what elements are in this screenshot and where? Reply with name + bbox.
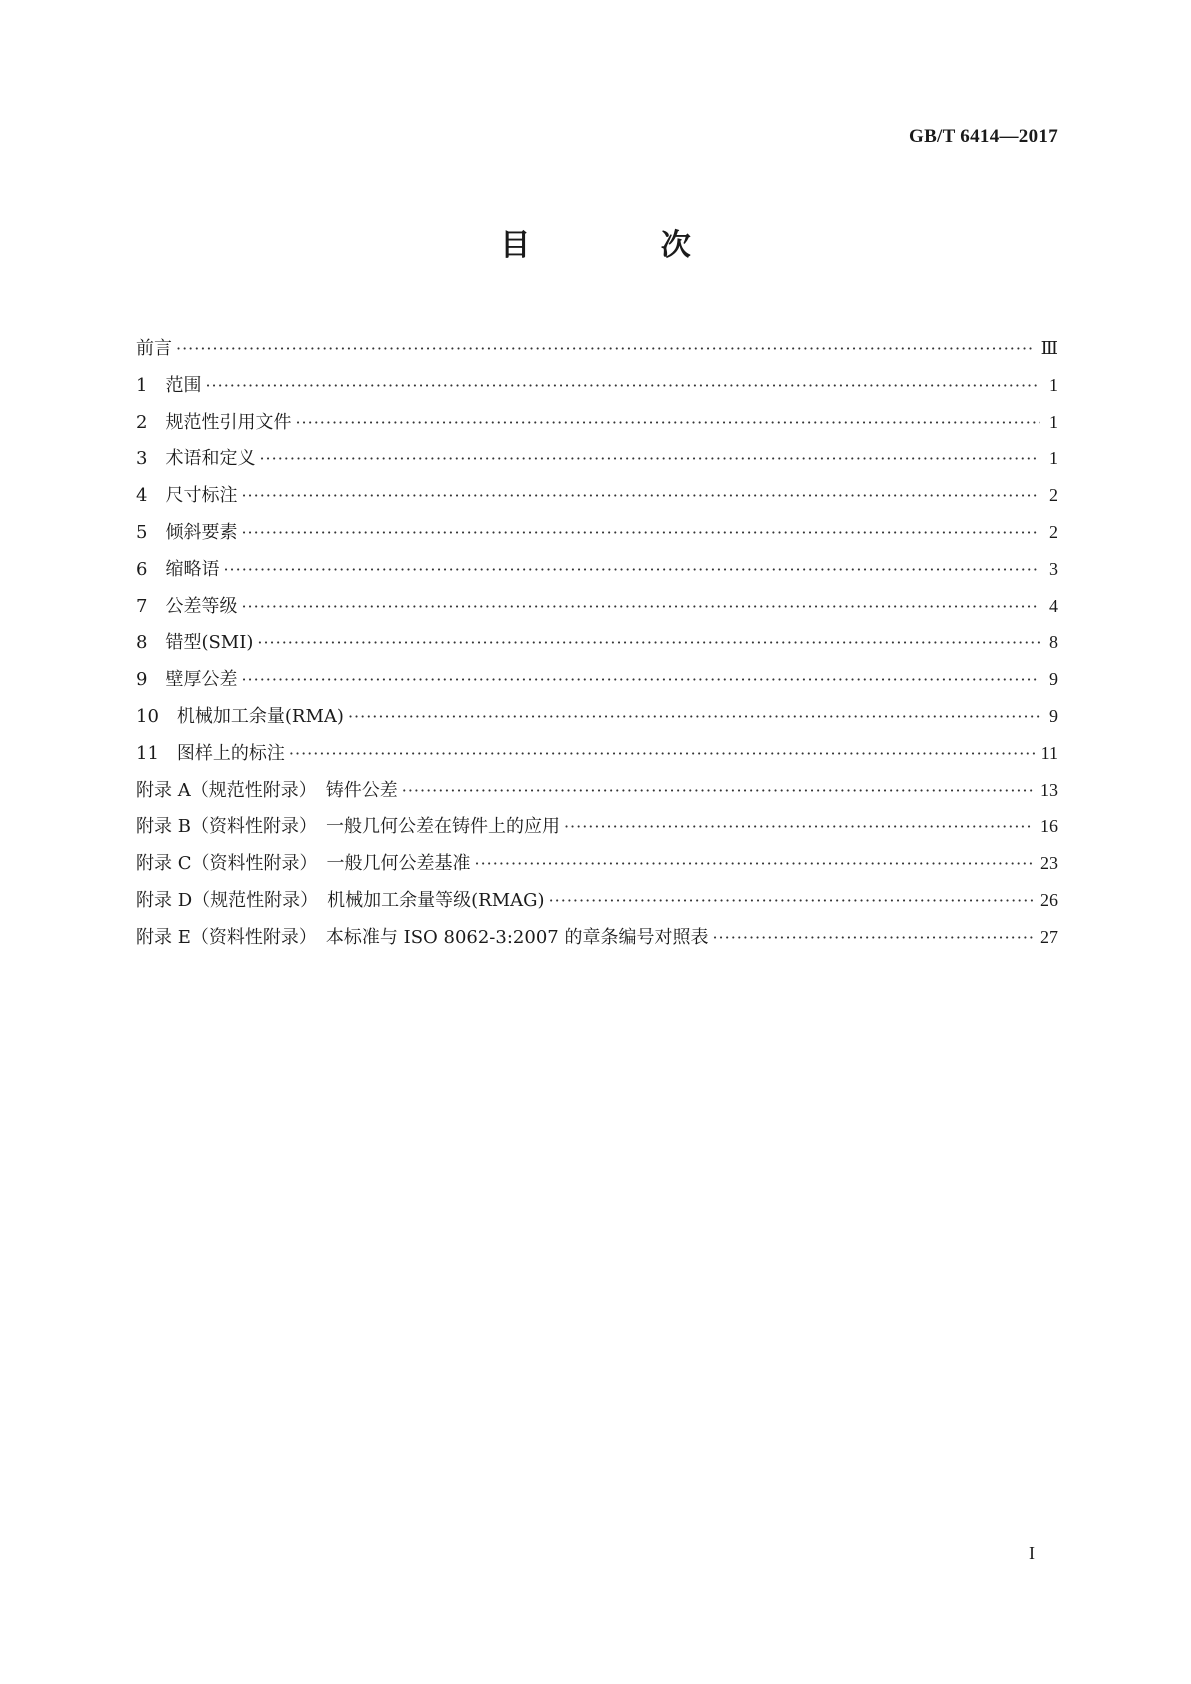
toc-entry-page: 11 — [1040, 742, 1058, 763]
toc-entry-wall-thickness[interactable] — [136, 661, 1058, 698]
toc-entry-label: 9 壁厚公差 — [136, 669, 238, 691]
dot-leader — [241, 662, 1040, 699]
toc-entry-inclined-features[interactable] — [136, 514, 1058, 551]
toc-entry-page: 8 — [1049, 632, 1058, 653]
toc-entry-machining-allowance[interactable] — [136, 698, 1058, 735]
toc-entry-page: 4 — [1049, 595, 1058, 616]
dot-leader — [176, 331, 1035, 368]
toc-entry-label: 11 图样上的标注 — [136, 742, 285, 764]
toc-entry-page: 2 — [1049, 521, 1058, 542]
toc-entry-abbreviations[interactable] — [136, 551, 1058, 588]
toc-entry-label: 3 术语和定义 — [136, 448, 256, 470]
toc-entry-label: 附录 D（规范性附录） 机械加工余量等级(RMAG) — [136, 889, 545, 911]
toc-entry-foreword[interactable] — [136, 330, 1058, 367]
toc-entry-page: 1 — [1049, 374, 1058, 395]
toc-entry-label: 附录 E（资料性附录） 本标准与 ISO 8062-3:2007 的章条编号对照表 — [136, 926, 709, 948]
dot-leader — [475, 846, 1035, 883]
toc-entry-label: 7 公差等级 — [136, 595, 238, 617]
toc-entry-tolerance-grades[interactable] — [136, 588, 1058, 625]
toc-entry-label: 1 范围 — [136, 374, 202, 396]
dot-leader — [402, 773, 1034, 810]
toc-entry-page: 9 — [1049, 705, 1058, 726]
toc-entry-annex-c[interactable] — [136, 845, 1058, 882]
toc-entry-page: 1 — [1049, 448, 1058, 469]
dot-leader — [205, 368, 1040, 405]
toc-entry-label: 附录 A（规范性附录） 铸件公差 — [136, 779, 398, 801]
dot-leader — [259, 441, 1040, 478]
toc-entry-page: 9 — [1049, 669, 1058, 690]
toc-entry-drawing-indication[interactable] — [136, 735, 1058, 772]
toc-entry-label: 4 尺寸标注 — [136, 485, 238, 507]
toc-entry-terms-definitions[interactable] — [136, 440, 1058, 477]
toc-entry-scope[interactable] — [136, 367, 1058, 404]
dot-leader — [295, 405, 1040, 442]
dot-leader — [241, 589, 1040, 626]
toc-entry-page: 26 — [1040, 889, 1058, 910]
toc-entry-dimensioning[interactable] — [136, 477, 1058, 514]
dot-leader — [257, 625, 1040, 662]
toc-entry-page: 3 — [1049, 558, 1058, 579]
toc-entry-label: 附录 C（资料性附录） 一般几何公差基准 — [136, 853, 471, 875]
toc-title: 目 次 — [500, 228, 751, 263]
toc-entry-annex-b[interactable] — [136, 808, 1058, 845]
standard-number: GB/T 6414—2017 — [908, 126, 1058, 147]
toc-entry-mismatch[interactable] — [136, 624, 1058, 661]
toc-entry-page: 2 — [1049, 485, 1058, 506]
dot-leader — [289, 736, 1035, 773]
toc-entry-page: 16 — [1040, 816, 1058, 837]
toc-entry-page: 13 — [1040, 779, 1058, 800]
toc-entry-label: 5 倾斜要素 — [136, 521, 238, 543]
dot-leader — [241, 478, 1040, 515]
toc-entry-annex-a[interactable] — [136, 772, 1058, 809]
toc-entry-page: 27 — [1040, 926, 1058, 947]
toc-entry-normative-references[interactable] — [136, 404, 1058, 441]
toc-entry-label: 10 机械加工余量(RMA) — [136, 705, 344, 727]
dot-leader — [549, 883, 1034, 920]
dot-leader — [712, 920, 1034, 957]
toc-entry-label: 2 规范性引用文件 — [136, 411, 292, 433]
toc-entry-annex-e[interactable] — [136, 919, 1058, 956]
toc-entry-label: 附录 B（资料性附录） 一般几何公差在铸件上的应用 — [136, 816, 560, 838]
toc-entry-label: 前言 — [136, 338, 172, 359]
dot-leader — [348, 699, 1040, 736]
page-number: I — [1029, 1543, 1035, 1563]
dot-leader — [241, 515, 1040, 552]
toc-entry-page: Ⅲ — [1040, 338, 1058, 358]
toc-entry-page: 23 — [1040, 853, 1058, 874]
toc-entry-label: 8 错型(SMI) — [136, 632, 254, 654]
toc-entry-page: 1 — [1049, 411, 1058, 432]
dot-leader — [564, 809, 1034, 846]
toc-entry-annex-d[interactable] — [136, 882, 1058, 919]
toc-entry-label: 6 缩略语 — [136, 558, 220, 580]
table-of-contents — [136, 330, 1058, 956]
dot-leader — [223, 552, 1040, 589]
